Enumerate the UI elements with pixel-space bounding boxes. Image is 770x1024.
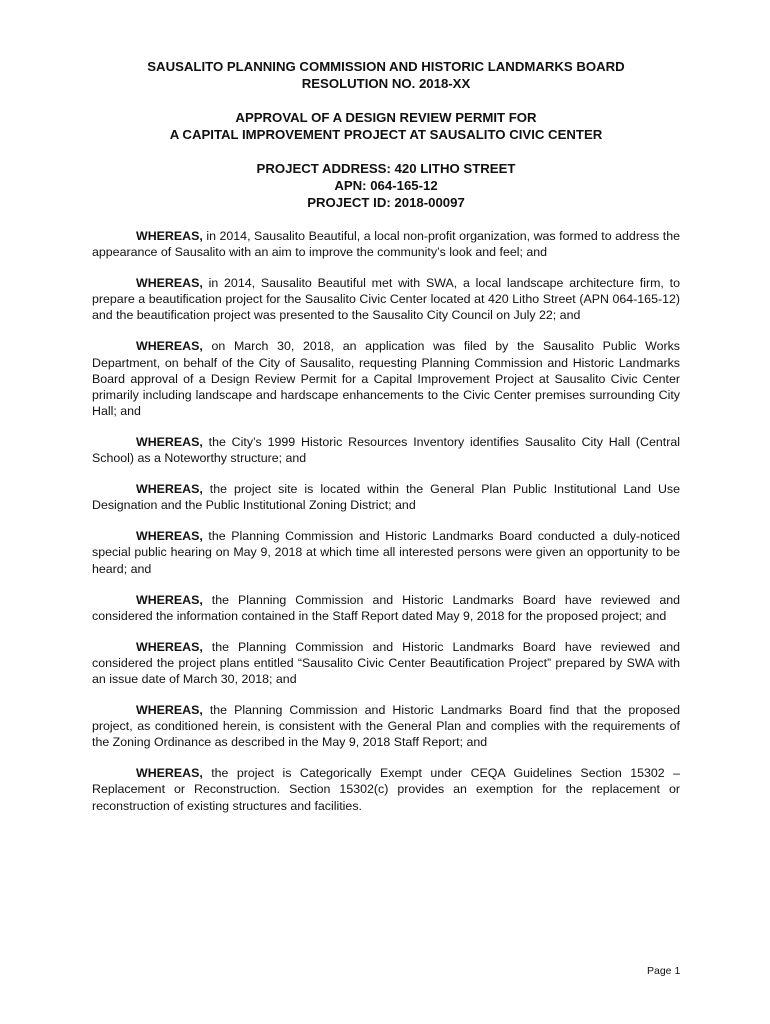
project-info-block — [92, 160, 680, 211]
project-address: PROJECT ADDRESS: 420 LITHO STREET — [256, 161, 516, 176]
whereas-keyword: WHEREAS, — [136, 592, 203, 607]
whereas-text: in 2014, Sausalito Beautiful, a local non-profit organization, was formed to address the appearance of Sausalito with an aim to improve the community’s look and feel; and — [92, 229, 680, 260]
whereas-text: the Planning Commission and Historic Landmarks Board conducted a duly-noticed special public hearing on May 9, 2018 at which time all interested persons were given an opportunity to be heard; and — [92, 529, 680, 576]
resolution-subject-block — [92, 109, 680, 143]
whereas-text: the City’s 1999 Historic Resources Inventory identifies Sausalito City Hall (Central School) as a Noteworthy structure; and — [92, 434, 680, 466]
whereas-clauses — [92, 228, 680, 814]
document-header — [92, 58, 680, 211]
whereas-text: the project site is located within the General Plan Public Institutional Land Use Designation and the Public Institutional Zoning District; and — [92, 482, 680, 513]
whereas-text: in 2014, Sausalito Beautiful met with SWA, a local landscape architecture firm, to prepare a beautification project for the Sausalito Civic Center located at 420 Litho Street (APN 064-165-12) and the beautification project was presented to the Sausalito City Council on July 22; and — [92, 276, 680, 323]
whereas-clause — [92, 481, 680, 513]
whereas-keyword: WHEREAS, — [136, 766, 203, 781]
whereas-clause — [92, 338, 680, 418]
whereas-clause — [92, 639, 680, 687]
project-apn: APN: 064-165-12 — [334, 178, 438, 193]
whereas-keyword: WHEREAS, — [136, 434, 203, 449]
project-id: PROJECT ID: 2018-00097 — [307, 195, 465, 210]
whereas-clause — [92, 702, 680, 750]
resolution-subject-line-2: A CAPITAL IMPROVEMENT PROJECT AT SAUSALITO CIVIC CENTER — [169, 127, 603, 142]
whereas-keyword: WHEREAS, — [136, 482, 203, 497]
whereas-text: the project is Categorically Exempt under CEQA Guidelines Section 15302 – Replacement or Reconstruction. Section 15302(c) provides an exemption for the replacement or reconstruction of existing structures and facilities. — [92, 766, 680, 813]
whereas-clause — [92, 228, 680, 260]
document-page — [92, 58, 680, 829]
whereas-text: on March 30, 2018, an application was filed by the Sausalito Public Works Department, on behalf of the City of Sausalito, requesting Planning Commission and Historic Landmarks Board approval of a Design Review Permit for a Capital Improvement Project at Sausalito Civic Center primarily including landscape and hardscape enhancements to the Civic Center premises surrounding City Hall; and — [92, 339, 680, 418]
whereas-text: the Planning Commission and Historic Landmarks Board have reviewed and considered the project plans entitled “Sausalito Civic Center Beautification Project” prepared by SWA with an issue date of March 30, 2018; and — [92, 639, 680, 686]
whereas-keyword: WHEREAS, — [136, 339, 203, 354]
whereas-clause — [92, 434, 680, 466]
resolution-number: RESOLUTION NO. 2018-XX — [301, 76, 471, 91]
resolution-title: SAUSALITO PLANNING COMMISSION AND HISTORIC LANDMARKS BOARD — [147, 59, 625, 74]
whereas-keyword: WHEREAS, — [136, 703, 203, 718]
whereas-keyword: WHEREAS, — [136, 229, 203, 243]
whereas-keyword: WHEREAS, — [136, 639, 203, 654]
resolution-subject-line-1: APPROVAL OF A DESIGN REVIEW PERMIT FOR — [235, 110, 537, 125]
page-number: Page 1 — [647, 965, 681, 977]
whereas-clause — [92, 765, 680, 813]
resolution-title-block — [92, 58, 680, 92]
whereas-text: the Planning Commission and Historic Landmarks Board find that the proposed project, as conditioned herein, is consistent with the General Plan and complies with the requirements of the Zoning Ordinance as described in the May 9, 2018 Staff Report; and — [92, 703, 680, 750]
whereas-clause — [92, 528, 680, 576]
whereas-keyword: WHEREAS, — [136, 276, 203, 291]
whereas-keyword: WHEREAS, — [136, 529, 203, 544]
whereas-text: the Planning Commission and Historic Landmarks Board have reviewed and considered the information contained in the Staff Report dated May 9, 2018 for the proposed project; and — [92, 592, 680, 623]
whereas-clause — [92, 275, 680, 323]
whereas-clause — [92, 592, 680, 624]
